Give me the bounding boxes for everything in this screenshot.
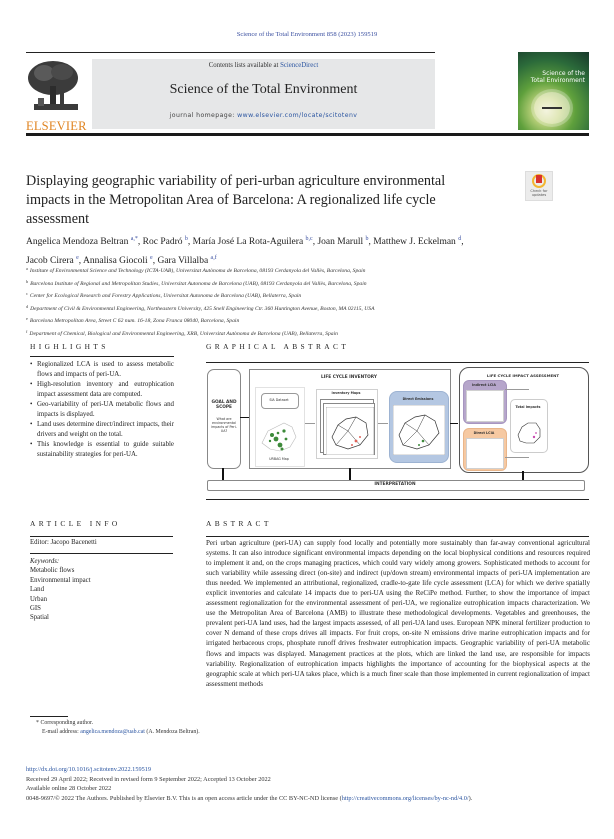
- lcia-label: LIFE CYCLE IMPACT ASSESSMENT: [486, 373, 560, 378]
- arrow-indirect-to-total: [505, 389, 529, 390]
- graphical-abstract-rule: [206, 362, 589, 363]
- graphical-abstract-heading: GRAPHICAL ABSTRACT: [206, 342, 350, 351]
- contents-prefix: Contents lists available at: [208, 62, 281, 69]
- available-online: Available online 28 October 2022: [26, 785, 112, 792]
- arrow-lcia-interpretation: [522, 471, 524, 480]
- journal-citation[interactable]: Science of the Total Environment 858 (2023) 159519: [236, 31, 378, 38]
- interpretation-label: INTERPRETATION: [374, 482, 416, 487]
- license-text: 0048-9697/© 2022 The Authors. Published by Elsevier B.V. This is an open access article under the CC BY-NC-ND license (: [26, 794, 342, 802]
- article-info-heading: ARTICLE INFO: [30, 519, 121, 528]
- editor: Editor: Jacopo Bacenetti: [30, 539, 97, 546]
- arrow-goal-to-lci: [240, 417, 249, 418]
- keyword: Metabolic flows: [30, 567, 75, 575]
- journal-banner: [92, 59, 435, 129]
- direct-emissions-map: [393, 405, 445, 455]
- cover-title: [531, 70, 585, 84]
- crossmark-line2: updates: [531, 193, 547, 197]
- highlights-list: [30, 360, 174, 460]
- affiliation-text: Department of Chemical, Biological and Environmental Engineering, XRB, Universitat Autònoma de Barcelona (UAB), Bellaterra, Spain: [29, 330, 338, 337]
- author-email-link[interactable]: angelica.mendoza@uab.cat: [80, 728, 145, 735]
- keywords-label: Keywords:: [30, 558, 60, 565]
- author-name: Roc Padró: [142, 237, 183, 247]
- author-affiliation-mark[interactable]: b: [365, 236, 369, 242]
- editor-rule: [30, 553, 173, 554]
- author-affiliation-mark[interactable]: b: [184, 236, 188, 242]
- header-rule: [26, 52, 435, 53]
- inventory-maps-label: Inventory Maps: [331, 391, 361, 395]
- cover-band: [542, 107, 562, 109]
- affiliation-mark: b: [26, 278, 29, 284]
- cover-title-line1: Science of the: [542, 70, 585, 77]
- affiliation-text: Department of Civil & Environmental Engineering, Northeastern University, 425 Snell Engineering Ctr. 360 Huntington Avenue, Boston, MA 02115, USA: [30, 305, 375, 312]
- author-name: Joan Marull: [317, 237, 364, 247]
- author-name: Jacob Cirera: [26, 256, 74, 266]
- article-title: Displaying geographic variability of peri-urban agriculture environmental impacts in the Metropolitan Area of Barcelona: A regionalized life cycle assessment: [26, 173, 446, 227]
- direct-emissions-label: Direct Emissions: [402, 397, 434, 401]
- sciencedirect-link[interactable]: ScienceDirect: [280, 62, 319, 69]
- urbag-map-label: URBAG Map: [269, 457, 289, 461]
- total-impacts-label: Total Impacts: [515, 405, 541, 409]
- author-name: Annalisa Giocoli: [83, 256, 148, 266]
- journal-homepage: [92, 112, 435, 119]
- graphical-abstract-bottom-rule: [206, 499, 589, 500]
- highlight-item: • Land uses determine direct/indirect impacts, their drivers and weight on the total.: [30, 420, 174, 440]
- abstract-heading: ABSTRACT: [206, 519, 272, 528]
- affiliation-text: Barcelona Institute of Regional and Metropolitan Studies, Universitat Autonoma de Barcelona (UAB), 08193 Cerdanyola del Vallès, Barcelona, Spain: [30, 280, 367, 287]
- homepage-link[interactable]: www.elsevier.com/locate/scitotenv: [237, 112, 358, 119]
- homepage-label: journal homepage:: [169, 112, 238, 119]
- affiliation-mark: f: [26, 328, 28, 334]
- indirect-lcia-map: [466, 390, 504, 422]
- abstract-rule: [206, 536, 589, 537]
- received-dates: Received 29 April 2022; Received in revised form 9 September 2022; Accepted 13 October 2022: [26, 775, 271, 783]
- affiliation-text: Barcelona Metropolitan Area, Street C 62 num. 16-18, Zona Franca 08040, Barcelona, Spain: [29, 318, 240, 325]
- keyword: Land: [30, 586, 44, 594]
- crossmark-line1: Check for: [530, 189, 548, 193]
- author-affiliation-mark[interactable]: e: [76, 255, 79, 261]
- affiliation: [26, 289, 596, 302]
- footnote-label: Corresponding author.: [40, 720, 94, 726]
- email-label: E-mail address:: [42, 728, 81, 735]
- elsevier-tree-icon: [26, 58, 80, 114]
- goal-scope-label: GOAL AND SCOPE: [211, 400, 237, 410]
- affiliation-text: Institute of Environmental Science and Technology (ICTA-UAB), Universitat Autònoma de Barcelona, 08193 Cerdanyola del Vallès, Barcelona, Spain: [29, 268, 366, 274]
- affiliation: [26, 302, 596, 315]
- author-affiliation-mark[interactable]: a,*: [130, 236, 138, 242]
- author-affiliation-mark[interactable]: e: [150, 255, 153, 261]
- author[interactable]: [317, 237, 368, 247]
- arrow-inventory-to-emissions: [378, 423, 388, 424]
- urbag-map: [258, 417, 300, 455]
- author[interactable]: [143, 237, 188, 247]
- author-name: Matthew J. Eckelman: [373, 237, 456, 247]
- sia-dataset-label: SIA Dataset: [269, 398, 289, 402]
- author-name: Angelica Mendoza Beltran: [26, 237, 129, 247]
- arrow-direct-to-total: [505, 457, 529, 458]
- elsevier-logo[interactable]: [26, 58, 87, 133]
- keywords-block: [30, 557, 91, 623]
- author-affiliation-mark[interactable]: b,c: [305, 236, 313, 242]
- article-info-rule: [30, 536, 173, 537]
- keyword: Urban: [30, 595, 47, 603]
- affiliation-mark: d: [26, 303, 29, 309]
- goal-question: What are environmental impacts of Peri-UA?: [211, 417, 237, 433]
- cover-title-line2: Total Environment: [530, 77, 585, 84]
- total-impacts-map: [514, 417, 544, 447]
- author-affiliation-mark[interactable]: d: [458, 236, 462, 242]
- author[interactable]: [26, 237, 138, 247]
- license-suffix: ).: [468, 794, 473, 802]
- affiliation-text: Center for Ecological Research and Forestry Applications, Universitat Autonoma de Barcelona (UAB), Bellaterra, Spain: [29, 293, 302, 300]
- crossmark-icon: [532, 174, 546, 188]
- affiliation-mark: a: [26, 266, 28, 271]
- contents-line: [92, 62, 435, 69]
- keyword: Environmental impact: [30, 576, 91, 584]
- affiliation: [26, 264, 596, 277]
- author[interactable]: [193, 237, 313, 247]
- author-affiliation-mark[interactable]: a,f: [210, 255, 217, 261]
- affiliation: [26, 327, 596, 340]
- license-link[interactable]: http://creativecommons.org/licenses/by-nc-nd/4.0/: [341, 794, 469, 802]
- keyword: GIS: [30, 605, 41, 613]
- author-list: Angelica Mendoza Beltran $^{a,*}$, Roc Padró $^b$, María José La Rota-Aguilera $^{b,c}$, Joan Marull $^b$, Matthew J. Eckelman $^d$, Jacob Cirera $^e$, Annalisa Giocoli $^e$, Gara Villalba $^{a,f}$: [26, 236, 464, 266]
- highlight-item: • High-resolution inventory and eutrophication impact assessment data are computed.: [30, 380, 174, 400]
- check-for-updates-button[interactable]: [525, 171, 553, 201]
- abstract-text: Peri urban agriculture (peri-UA) can supply food locally and potentially more sustainably than far-away conventional agricultural systems. It can also introduce significant environmental impacts depending on the local biophysical conditions and resources required to implement it and, on the crops managing practices, which could vary widely among growers. Sophisticated methods to account for such variability while assessing direct (on-site) and indirect (up/down stream) environmental impacts of peri-UA implementation are thus needed. We implemented an attributional, regionalized, cradle-to-gate life cycle assessment (LCA) for which we derive spatially explicit inventories and calculate 14 impacts due to peri-UA using the ReCiPe method. Further, to show the importance of impact assessment regionalization for the environmental assessment of peri-UA, we regionalize eutrophication impacts characterization. We use the Metropolitan Area of Barcelona (AMB) to illustrate these methodological developments. Vegetables and greenhouses, the prevalent peri-UA land uses, had the largest impacts assessed, of all peri-UA land uses. European NPK mineral fertilizer production to cover N demand of these crops drives all impacts. For fruit crops, on-site N emissions drive marine eutrophication impacts and for irrigated herbaceous crops, phosphate runoff drives freshwater eutrophication impacts. Geographic variability of peri-UA metabolic flows and impacts was displayed. Management practices at the plots, which are linked the land use, are responsible for impacts variability. Regionalization of eutrophication impacts highlights the importance of accounting for the biophysical aspects at the geographic scale at which peri-UA takes place, which is a much finer scale than those implemented in current regionalization of impact assessment methods: [206, 539, 590, 688]
- direct-lcia-map: [466, 438, 504, 469]
- corresponding-author-footnote: [36, 719, 200, 736]
- highlight-item: • This knowledge is essential to guide suitable sustainability strategies for peri-UA.: [30, 440, 174, 460]
- direct-lcia-label: Direct LCIA: [473, 431, 495, 435]
- journal-cover-image[interactable]: [518, 52, 589, 130]
- license-line: [26, 794, 606, 804]
- footnote-rule: [30, 716, 68, 717]
- highlights-rule: [30, 356, 174, 357]
- affiliation-mark: c: [26, 291, 28, 297]
- lci-label: LIFE CYCLE INVENTORY: [321, 375, 377, 380]
- doi-link[interactable]: http://dx.doi.org/10.1016/j.scitotenv.2022.159519: [26, 766, 152, 773]
- elsevier-wordmark: ELSEVIER: [26, 119, 87, 133]
- affiliation: [26, 277, 596, 290]
- graphical-abstract-figure[interactable]: [205, 367, 589, 495]
- affiliation: [26, 314, 596, 327]
- author-name: María José La Rota-Aguilera: [192, 237, 304, 247]
- author[interactable]: [373, 237, 461, 247]
- inventory-map: [326, 407, 374, 455]
- email-suffix: (A. Mendoza Beltran).: [144, 728, 200, 735]
- arrow-lci-to-lcia: [450, 423, 458, 424]
- arrow-goal-interpretation: [222, 468, 224, 480]
- arrow-urbag-to-inventory: [305, 423, 315, 424]
- header-bottom-rule: [26, 133, 589, 136]
- highlights-heading: HIGHLIGHTS: [30, 342, 109, 351]
- highlight-item: • Geo-variability of peri-UA metabolic flows and impacts is displayed.: [30, 400, 174, 420]
- affiliation-mark: e: [26, 316, 28, 322]
- affiliation-list: [26, 264, 596, 340]
- keyword: Spatial: [30, 614, 49, 622]
- crossmark-label: [526, 189, 552, 197]
- highlight-item: • Regionalized LCA is used to assess metabolic flows and impacts of peri-UA.: [30, 360, 174, 380]
- author-name: Gara Villalba: [157, 256, 209, 266]
- indirect-lcia-label: Indirect LCIA: [472, 383, 496, 387]
- footnote-mark: *: [36, 720, 39, 726]
- journal-name: Science of the Total Environment: [169, 82, 358, 97]
- arrow-lci-interpretation: [349, 468, 351, 480]
- article-metadata: [26, 765, 606, 803]
